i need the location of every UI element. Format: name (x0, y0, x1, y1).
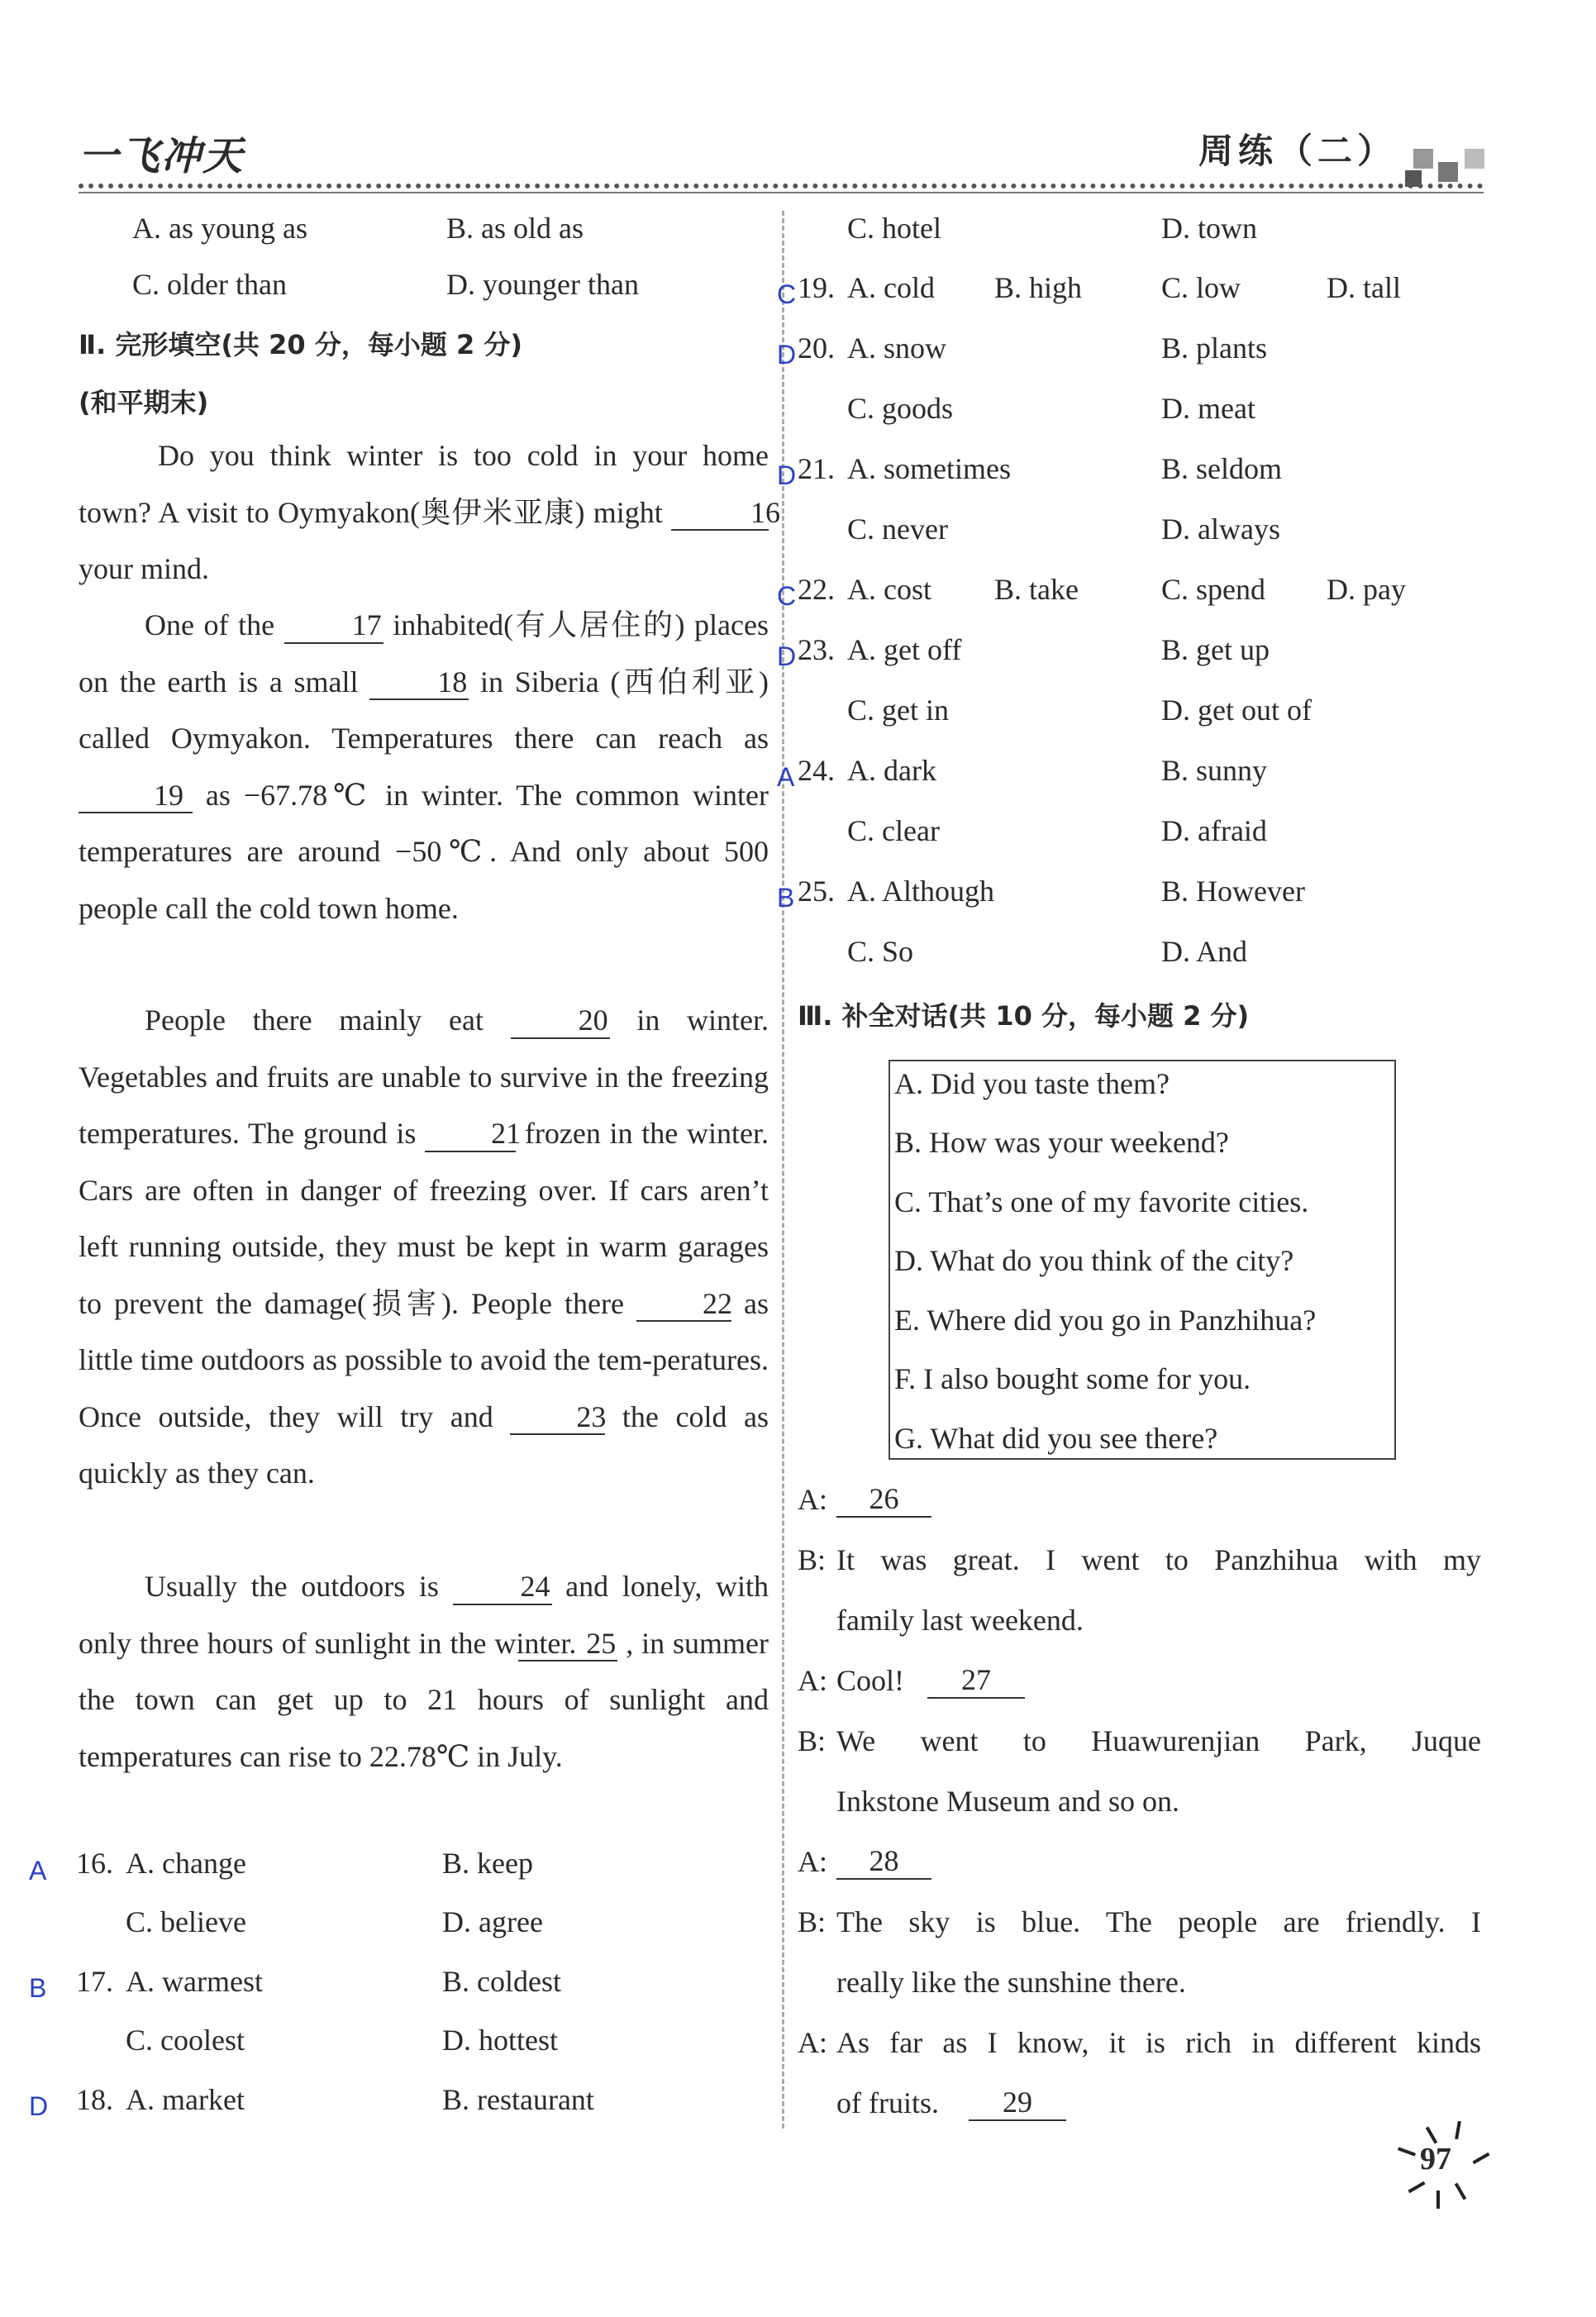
q15-option-c: C. older than (132, 268, 287, 301)
blank-28: 28 (836, 1845, 931, 1880)
header-rule (79, 192, 1484, 193)
q20-option-a: A. snow (847, 331, 947, 365)
week-title: 周练（二） (1198, 131, 1398, 171)
dialogue-line: As far as I know, it is rich in different kinds (836, 2026, 1481, 2059)
dialogue-option-e: E. Where did you go in Panzhihua? (894, 1304, 1317, 1337)
q22-number: 22. (798, 573, 835, 606)
passage-text: as little time outdoors as possible to avoid the tem-peratures. Once outside, they will try and (79, 1286, 769, 1433)
blank-26: 26 (836, 1483, 931, 1518)
q19-option-c: C. low (1161, 271, 1241, 304)
q16-option-b: B. keep (442, 1847, 533, 1880)
passage-text: One of the (145, 608, 275, 641)
q21-option-b: B. seldom (1161, 452, 1283, 485)
q25-option-d: D. And (1161, 935, 1248, 968)
q21-option-a: A. sometimes (847, 452, 1011, 485)
passage-text: in winter. Vegetables and fruits are unable to survive in the freezing temperatures. The ground is (79, 1004, 769, 1150)
q16-number: 16. (76, 1847, 113, 1880)
q22-option-a: A. cost (847, 573, 931, 606)
passage-paragraph-2 (79, 597, 769, 937)
header-decoration (1465, 149, 1484, 169)
passage-text: Usually the outdoors is (145, 1570, 439, 1603)
q16-option-c: C. believe (126, 1905, 246, 1938)
dialogue-option-c: C. That’s one of my favorite cities. (894, 1185, 1309, 1218)
dialogue-option-f: F. I also bought some for you. (894, 1362, 1251, 1395)
blank-25: 25 (518, 1628, 617, 1662)
blank-18: 18 (369, 666, 469, 701)
sun-ray-icon (1455, 2182, 1466, 2200)
q24-option-d: D. afraid (1161, 814, 1267, 847)
q15-option-a: A. as young as (132, 212, 307, 245)
passage-paragraph-4 (79, 1558, 769, 1785)
q19-number: 19. (798, 271, 835, 304)
blank-19: 19 (79, 779, 193, 814)
q19-option-d: D. tall (1327, 271, 1401, 304)
dialogue-line: of fruits. (836, 2086, 939, 2119)
passage-text: Do you think winter is too cold in your home town? A visit to Oymyakon(奥伊米亚康) might (79, 439, 769, 529)
q22-option-b: B. take (994, 573, 1079, 606)
q16-option-d: D. agree (442, 1905, 543, 1938)
sun-ray-icon (1472, 2153, 1489, 2164)
answer-mark-23: D (777, 641, 797, 671)
q24-option-c: C. clear (847, 814, 940, 847)
dialogue-option-g: G. What did you see there? (894, 1422, 1218, 1455)
q21-option-c: C. never (847, 513, 948, 546)
passage-paragraph-1 (79, 427, 781, 598)
passage-text: as −67.78℃ in winter. The common winter temperatures are around −50℃. And only about 500 people call the cold town home. (79, 778, 769, 925)
passage-text: , in summer the town can get up to 21 hours of sunlight and temperatures can rise to 22.78℃ in July. (79, 1626, 769, 1773)
answer-mark-18: D (29, 2091, 49, 2121)
q24-option-b: B. sunny (1161, 754, 1268, 787)
answer-mark-24: A (777, 762, 795, 792)
answer-mark-16: A (29, 1856, 47, 1886)
header-decoration (1413, 149, 1433, 169)
q23-option-c: C. get in (847, 694, 949, 727)
dialogue-line: Inkstone Museum and so on. (836, 1785, 1179, 1818)
section-3-title: Ⅲ. 补全对话(共 10 分，每小题 2 分) (798, 1000, 1250, 1032)
sun-ray-icon (1408, 2181, 1425, 2193)
q18-option-b: B. restaurant (442, 2083, 594, 2116)
answer-mark-22: C (777, 581, 797, 611)
q19-option-a: A. cold (847, 271, 935, 304)
blank-24: 24 (453, 1571, 552, 1605)
q23-number: 23. (798, 633, 835, 666)
blank-22: 22 (636, 1288, 731, 1323)
q16-option-a: A. change (126, 1847, 246, 1880)
q18-option-d: D. town (1161, 212, 1257, 245)
header-decoration (1438, 162, 1458, 182)
sun-ray-icon (1398, 2147, 1416, 2156)
dialogue-option-d: D. What do you think of the city? (894, 1244, 1294, 1277)
column-divider (782, 211, 784, 2129)
dialogue-speaker: A: (798, 1845, 827, 1878)
q18-number: 18. (76, 2083, 113, 2116)
passage-text: your mind. (79, 552, 209, 585)
q25-option-b: B. However (1161, 875, 1305, 908)
dialogue-line: The sky is blue. The people are friendly. I (836, 1905, 1481, 1938)
q15-option-b: B. as old as (446, 212, 584, 245)
answer-mark-17: B (29, 1973, 47, 2003)
q23-option-d: D. get out of (1161, 694, 1312, 727)
q25-option-c: C. So (847, 935, 914, 968)
blank-21: 21 (425, 1118, 516, 1152)
dialogue-speaker: A: (798, 2026, 827, 2059)
q25-number: 25. (798, 875, 835, 908)
q24-number: 24. (798, 754, 835, 787)
q20-option-b: B. plants (1161, 331, 1268, 365)
q15-option-d: D. younger than (446, 268, 639, 301)
q17-option-d: D. hottest (442, 2024, 558, 2057)
passage-paragraph-3 (79, 992, 769, 1502)
q22-option-c: C. spend (1161, 573, 1265, 606)
page-number: 97 (1420, 2142, 1451, 2176)
q23-option-b: B. get up (1161, 633, 1270, 666)
q25-option-a: A. Although (847, 875, 995, 908)
dialogue-speaker: B: (798, 1543, 827, 1576)
passage-text: the cold as quickly as they can. (79, 1399, 769, 1490)
passage-text: in Siberia (西伯利亚) called Oymyakon. Temperatures there can reach as (79, 665, 769, 755)
dialogue-line: family last weekend. (836, 1604, 1084, 1637)
dialogue-speaker: B: (798, 1724, 827, 1757)
blank-17: 17 (284, 609, 384, 644)
dialogue-line: It was great. I went to Panzhihua with my (836, 1543, 1481, 1576)
sun-ray-icon (1436, 2191, 1440, 2209)
section-2-title: Ⅱ. 完形填空(共 20 分，每小题 2 分) (79, 329, 522, 360)
answer-mark-25: B (777, 883, 795, 913)
q19-option-b: B. high (994, 271, 1083, 304)
q18-option-c: C. hotel (847, 212, 941, 245)
passage-text: frozen in the winter. Cars are often in danger of freezing over. If cars aren’t left running outside, they must be kept in warm garages to prevent the damage(损害). People there (79, 1117, 769, 1320)
passage-text: inhabited(有人居住的) places on the earth is a small (79, 608, 769, 698)
dialogue-speaker: A: (798, 1664, 827, 1697)
answer-mark-19: C (777, 279, 797, 309)
brand-title: 一飞冲天 (79, 133, 245, 179)
q22-option-d: D. pay (1327, 573, 1406, 606)
dialogue-line: really like the sunshine there. (836, 1966, 1186, 1999)
q20-number: 20. (798, 331, 835, 365)
q24-option-a: A. dark (847, 754, 936, 787)
passage-text: and lonely, with only three hours of sunlight in the winter. (79, 1570, 769, 1660)
dialogue-speaker: A: (798, 1483, 827, 1516)
dialogue-line: We went to Huawurenjian Park, Juque (836, 1724, 1481, 1757)
dialogue-line: Cool! (836, 1664, 905, 1697)
q18-option-a: A. market (126, 2083, 245, 2116)
sun-ray-icon (1455, 2121, 1461, 2139)
blank-16: 16 (671, 497, 769, 532)
q20-option-c: C. goods (847, 392, 954, 425)
answer-mark-21: D (777, 460, 797, 490)
q23-option-a: A. get off (847, 633, 962, 666)
dialogue-speaker: B: (798, 1905, 827, 1938)
dialogue-option-b: B. How was your weekend? (894, 1126, 1229, 1159)
q17-option-c: C. coolest (126, 2024, 245, 2057)
q21-number: 21. (798, 452, 835, 485)
q17-number: 17. (76, 1965, 113, 1998)
header-rule (79, 184, 1484, 188)
blank-27: 27 (927, 1664, 1025, 1699)
dialogue-option-a: A. Did you taste them? (894, 1067, 1170, 1100)
blank-23: 23 (510, 1401, 605, 1436)
passage-text: People there mainly eat (145, 1004, 484, 1037)
answer-mark-20: D (777, 340, 797, 369)
q20-option-d: D. meat (1161, 392, 1255, 425)
q21-option-d: D. always (1161, 513, 1280, 546)
q17-option-a: A. warmest (126, 1965, 263, 1998)
blank-20: 20 (511, 1004, 610, 1039)
section-2-source: (和平期末) (79, 387, 209, 418)
blank-29: 29 (969, 2086, 1066, 2121)
q17-option-b: B. coldest (442, 1965, 561, 1998)
